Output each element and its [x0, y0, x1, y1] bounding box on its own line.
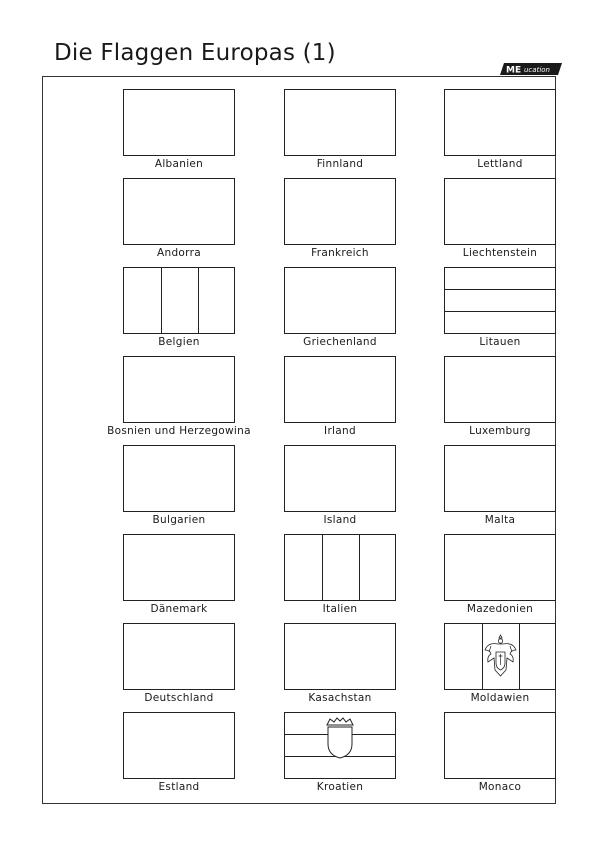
- stripe-divider: [359, 535, 360, 600]
- flag-label: Bosnien und Herzegowina: [107, 425, 251, 437]
- stripe-divider: [322, 535, 323, 600]
- flag-outline-irland[interactable]: [284, 356, 396, 423]
- flag-outline-lettland[interactable]: [444, 89, 556, 156]
- flag-label: Moldawien: [470, 692, 530, 704]
- flag-outline-estland[interactable]: [123, 712, 235, 779]
- flag-cell-litauen: [420, 267, 580, 356]
- flag-cell-moldawien: [420, 623, 580, 712]
- flag-outline-daenemark[interactable]: [123, 534, 235, 601]
- flag-outline-moldawien[interactable]: [444, 623, 556, 690]
- flag-label: Lettland: [477, 158, 523, 170]
- flag-outline-bosnien-und-herzegowina[interactable]: [123, 356, 235, 423]
- flag-label: Kroatien: [316, 781, 364, 793]
- flag-label: Monaco: [478, 781, 522, 793]
- flag-label: Andorra: [157, 247, 201, 259]
- flag-label: Irland: [324, 425, 356, 437]
- flag-outline-mazedonien[interactable]: [444, 534, 556, 601]
- eagle-emblem-icon: [482, 632, 519, 680]
- flag-label: Liechtenstein: [462, 247, 538, 259]
- flag-outline-italien[interactable]: [284, 534, 396, 601]
- flag-label: Albanien: [154, 158, 204, 170]
- flag-label: Frankreich: [311, 247, 369, 259]
- flag-outline-griechenland[interactable]: [284, 267, 396, 334]
- flag-label: Italien: [322, 603, 358, 615]
- stripe-divider: [445, 289, 555, 290]
- flag-cell-liechtenstein: [420, 178, 580, 267]
- stripe-divider: [161, 268, 162, 333]
- flag-label: Malta: [484, 514, 516, 526]
- flag-outline-kasachstan[interactable]: [284, 623, 396, 690]
- flag-label: Estland: [158, 781, 200, 793]
- flag-label: Kasachstan: [308, 692, 372, 704]
- flag-cell-malta: [420, 445, 580, 534]
- stripe-divider: [198, 268, 199, 333]
- svg-text:ucation: ucation: [524, 66, 550, 74]
- flag-label: Luxemburg: [469, 425, 531, 437]
- flag-label: Island: [323, 514, 357, 526]
- flag-label: Griechenland: [303, 336, 377, 348]
- flag-grid-frame: [42, 76, 556, 804]
- flag-outline-monaco[interactable]: [444, 712, 556, 779]
- flag-label: Dänemark: [150, 603, 208, 615]
- logo: [500, 63, 562, 75]
- flag-cell-luxemburg: [420, 356, 580, 445]
- flag-outline-malta[interactable]: [444, 445, 556, 512]
- flag-outline-andorra[interactable]: [123, 178, 235, 245]
- flag-label: Litauen: [479, 336, 521, 348]
- flag-outline-island[interactable]: [284, 445, 396, 512]
- flag-label: Mazedonien: [466, 603, 534, 615]
- flag-label: Finnland: [316, 158, 364, 170]
- flag-outline-bulgarien[interactable]: [123, 445, 235, 512]
- flag-outline-frankreich[interactable]: [284, 178, 396, 245]
- stripe-divider: [445, 311, 555, 312]
- coat-of-arms-icon: [325, 717, 355, 759]
- svg-text:ME: ME: [506, 65, 522, 75]
- flag-outline-deutschland[interactable]: [123, 623, 235, 690]
- flag-outline-luxemburg[interactable]: [444, 356, 556, 423]
- flag-label: Deutschland: [144, 692, 214, 704]
- flag-outline-kroatien[interactable]: [284, 712, 396, 779]
- page-title: Die Flaggen Europas (1): [54, 40, 336, 66]
- flag-outline-liechtenstein[interactable]: [444, 178, 556, 245]
- flag-label: Belgien: [158, 336, 200, 348]
- flag-cell-mazedonien: [420, 534, 580, 623]
- flag-outline-albanien[interactable]: [123, 89, 235, 156]
- flag-outline-finnland[interactable]: [284, 89, 396, 156]
- flag-label: Bulgarien: [152, 514, 206, 526]
- flag-cell-lettland: [420, 89, 580, 178]
- flag-cell-monaco: [420, 712, 580, 801]
- flag-outline-litauen[interactable]: [444, 267, 556, 334]
- stripe-divider: [519, 624, 520, 689]
- flag-outline-belgien[interactable]: [123, 267, 235, 334]
